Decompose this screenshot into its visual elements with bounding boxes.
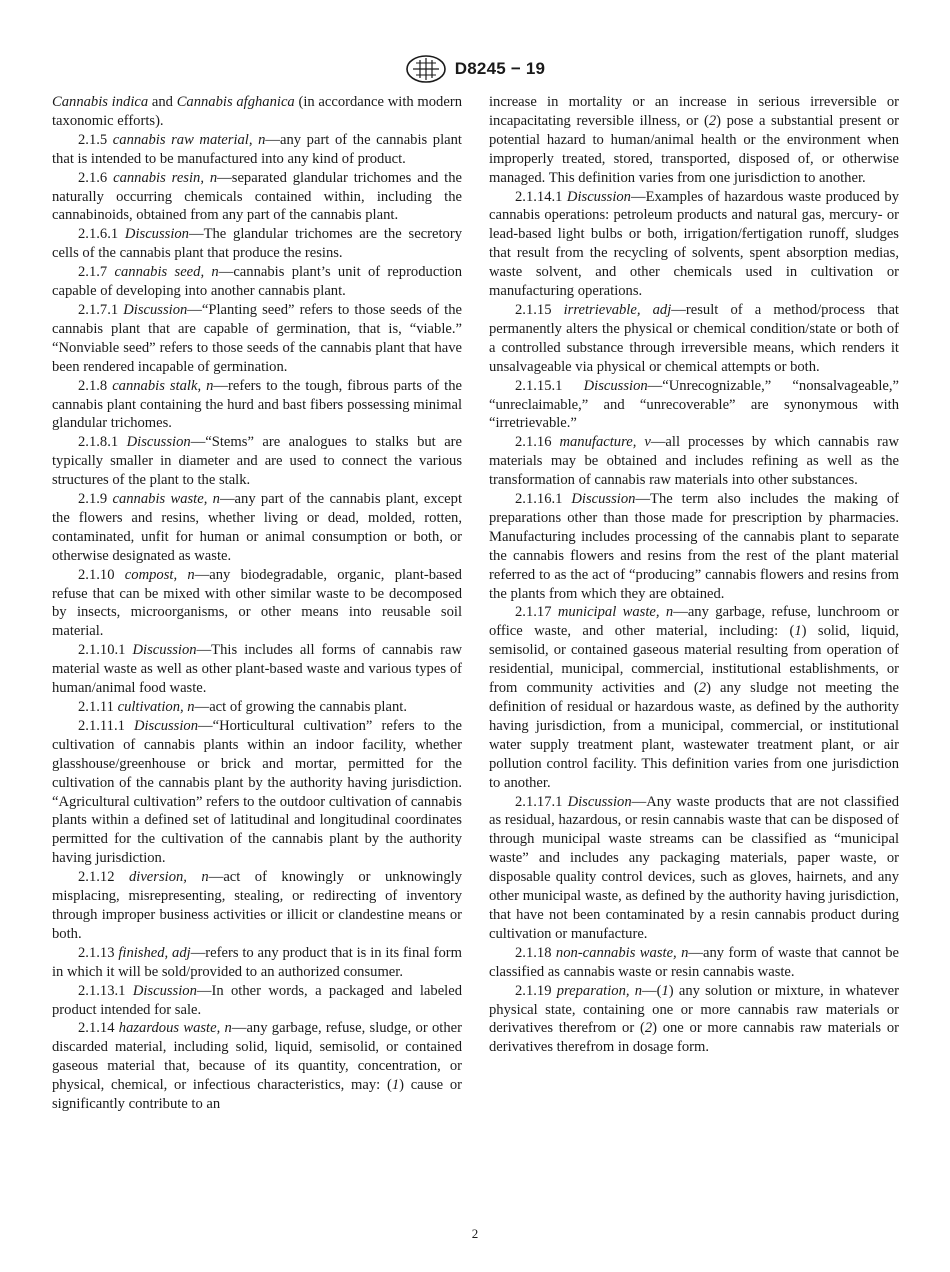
body-text: 2.1.13.1 [78, 982, 133, 999]
body-text: —any garbage, refuse, lunchroom or office waste, and other material, including: ( [489, 604, 899, 640]
body-text: —any form of waste that cannot be classified as cannabis waste or resin cannabis waste. [489, 944, 899, 980]
body-text: 2.1.6 [78, 169, 114, 186]
definition-paragraph [489, 188, 899, 301]
body-text: —cannabis plant’s unit of reproduction capable of developing into another cannabis plant. [52, 264, 462, 300]
term-text: 1 [391, 1077, 400, 1094]
definition-paragraph [489, 433, 899, 490]
body-text: —any garbage, refuse, sludge, or other discarded material, including solid, liquid, semisolid, or contained gaseous material that, because of its quantity, concentration, or physical, chemical, or infectious characteristics, may: ( [52, 1020, 462, 1094]
page-number: 2 [471, 1226, 479, 1241]
term-text: Discussion [583, 377, 648, 394]
term-text: non-cannabis waste, n [555, 944, 689, 961]
astm-logo-icon [405, 54, 447, 84]
term-text: cannabis seed, n [114, 264, 219, 281]
body-text: ) any sludge not meeting the definition of residual or hazardous waste, as defined by the authority having jurisdiction, from a municipal, commercial, or institutional water supply treatment plant, wastewater treatment plant, or air pollution control facility. This definition varies from one jurisdiction to another. [489, 680, 899, 791]
body-text: 2.1.6.1 [78, 226, 125, 243]
body-text: 2.1.16.1 [515, 491, 572, 508]
definition-paragraph [52, 717, 462, 868]
body-text: —any biodegradable, organic, plant-based refuse that can be mixed with other similar waste to be decomposed by insects, microorganisms, or other means into reusable soil material. [52, 566, 462, 640]
definition-paragraph [52, 566, 462, 642]
body-text: —( [642, 982, 662, 999]
body-text: —In other words, a packaged and labeled product intended for sale. [52, 982, 462, 1018]
term-text: Discussion [132, 982, 197, 999]
body-text: —“Planting seed” refers to those seeds of the cannabis plant that are capable of germination, that is, “viable.” “Nonviable seed” refers to those seeds of the cannabis plant that have been rendered incapable of germination. [52, 301, 463, 375]
body-text: (in accordance with modern taxonomic efforts). [52, 94, 462, 129]
term-text: cannabis raw material, n [112, 131, 266, 148]
body-text: 2.1.18 [515, 944, 556, 961]
term-text: Discussion [132, 642, 197, 659]
definition-paragraph [52, 433, 462, 490]
term-text: Cannabis indica [52, 94, 149, 110]
body-text: 2.1.17.1 [515, 793, 568, 810]
body-text: 2.1.7 [78, 264, 115, 281]
definition-paragraph [52, 169, 462, 226]
term-text: diversion, n [128, 869, 209, 886]
body-text: —separated glandular trichomes and the naturally occurring chemicals contained within, including the cannabinoids, obtained from any part of the cannabis plant. [52, 169, 462, 224]
term-text: 2 [698, 680, 707, 697]
term-text: Discussion [571, 491, 636, 508]
body-text: —“Horticultural cultivation” refers to the cultivation of cannabis plants within an indoor facility, whether glasshouse/greenhouse or brick and mortar, permitted for the cultivation of the cannabis plant by the authority having jurisdiction. “Agricultural cultivation” refers to the outdoor cultivation of cannabis plants within a defined set of latitudinal and longitudinal coordinates permitted for the cultivation of the cannabis plant by the authority having jurisdiction. [52, 717, 462, 867]
definition-paragraph [52, 1019, 462, 1114]
definition-paragraph [52, 698, 462, 717]
definition-paragraph [52, 131, 462, 169]
body-text: —refers to any product that is in its final form in which it will be sold/provided to an authorized consumer. [52, 944, 462, 980]
term-text: cultivation, n [117, 699, 195, 715]
body-text: 2.1.10.1 [78, 642, 133, 659]
definition-paragraph [489, 793, 899, 944]
body-text: —act of knowingly or unknowingly misplacing, misrepresenting, stealing, or redirecting of inventory through improper business activities or illicit or clandestine means or both. [52, 869, 462, 942]
term-text: cannabis stalk, n [112, 377, 214, 394]
term-text: municipal waste, n [557, 604, 674, 621]
body-text: 2.1.10 [78, 566, 125, 583]
term-text: 2 [644, 1020, 653, 1037]
body-text: increase in mortality or an increase in serious irreversible or incapacitating reversible illness, or ( [489, 94, 899, 129]
body-text: 2.1.8.1 [78, 434, 127, 451]
body-text: —Examples of hazardous waste produced by cannabis operations: petroleum products and natural gas, mercury- or lead-based light bulbs or both, irrigation/fertigation runoff, sludges that result from the recycling of solvents, spent absorption medias, waste solvent, and other chemicals used in cultivation or manufacturing operations. [489, 188, 899, 300]
term-text: preparation, n [556, 982, 643, 999]
term-text: 2 [708, 112, 717, 129]
body-text: —all processes by which cannabis raw materials may be obtained and includes refining as well as the transformation of cannabis raw materials into other substances. [489, 434, 900, 489]
term-text: irretrievable, adj [563, 301, 672, 318]
definition-paragraph [52, 225, 462, 263]
definition-paragraph [52, 982, 462, 1020]
definition-paragraph [52, 377, 462, 434]
body-text: —The glandular trichomes are the secretory cells of the cannabis plant that produce the resins. [52, 226, 462, 262]
body-text: 2.1.16 [515, 434, 560, 451]
body-text: —Any waste products that are not classified as residual, hazardous, or resin cannabis waste that can be disposed of through municipal waste streams can be classified as “municipal waste” and includes any packaging materials, paper waste, or disposable quality control devices, such as gloves, hairnets, and any other municipal waste, as defined by the authority having jurisdiction, that have not been contaminated by a resin cannabis product during cultivation or manufacture. [489, 793, 900, 942]
term-text: cannabis waste, n [112, 491, 220, 508]
definition-paragraph [52, 490, 462, 566]
term-text: compost, n [124, 566, 195, 583]
definition-paragraph [52, 93, 462, 131]
definition-paragraph [489, 490, 899, 603]
body-text: 2.1.12 [78, 869, 129, 886]
body-text: 2.1.8 [78, 377, 113, 394]
body-text: and [148, 94, 177, 110]
definition-paragraph [52, 301, 462, 377]
body-text: 2.1.15 [515, 301, 564, 318]
term-text: finished, adj [118, 944, 191, 961]
body-text: 2.1.7.1 [78, 301, 124, 318]
definition-paragraph [489, 944, 899, 982]
term-text: 1 [794, 623, 802, 640]
body-text: —result of a method/process that permanently alters the physical or chemical condition/state or both of a controlled substance through irreversible means, which renders it unsalvageable via physical or chemical attempts or both. [489, 301, 899, 375]
term-text: Discussion [133, 717, 199, 734]
body-text: ) solid, liquid, semisolid, or contained gaseous material resulting from operation of residential, municipal, commercial, institutional establishments, or from community activities and ( [489, 623, 899, 697]
definition-paragraph [489, 377, 899, 434]
body-text: 2.1.14.1 [515, 188, 567, 205]
body-text: ) pose a substantial present or potential hazard to human/animal health or the environment when improperly treated, stored, transported, disposed of, or otherwise managed. This definition varies from one jurisdiction to another. [489, 112, 899, 186]
term-text: Discussion [123, 301, 188, 318]
term-text: cannabis resin, n [113, 169, 218, 186]
body-text: 2.1.11 [78, 699, 118, 715]
body-text: 2.1.15.1 [515, 377, 584, 394]
body-text: —“Stems” are analogues to stalks but are typically smaller in diameter and are used to connect the various structures of the plant to the stalk. [52, 434, 463, 489]
document-id: D8245 − 19 [454, 59, 546, 78]
body-text: —act of growing the cannabis plant. [194, 699, 407, 715]
body-text: —any part of the cannabis plant that is intended to be manufactured into any kind of product. [52, 131, 462, 167]
body-text: ) cause or significantly contribute to an [52, 1077, 462, 1113]
term-text: hazardous waste, n [118, 1020, 232, 1037]
right-column [489, 93, 899, 1057]
definition-paragraph [489, 93, 899, 188]
body-text: —refers to the tough, fibrous parts of the cannabis plant containing the hurd and bast fibers possessing minimal glandular trichomes. [52, 377, 462, 432]
definition-paragraph [489, 982, 899, 1058]
term-text: Cannabis afghanica [176, 94, 295, 110]
body-text: —any part of the cannabis plant, except the flowers and resins, whether living or dead, molded, rotten, contaminated, unfit for human or animal consumption or both, or otherwise designated as waste. [52, 491, 462, 564]
body-text: 2.1.14 [78, 1020, 119, 1037]
page-header [0, 52, 950, 86]
body-text: —“Unrecognizable,” “nonsalvageable,” “unreclaimable,” and “unrecoverable” are synonymous with “irretrievable.” [489, 377, 899, 432]
body-text: ) one or more cannabis raw materials or derivatives therefrom in dosage form. [489, 1020, 899, 1056]
body-text: 2.1.5 [78, 131, 113, 148]
body-text: 2.1.17 [515, 604, 558, 621]
body-text: 2.1.19 [515, 982, 557, 999]
body-text: 2.1.11.1 [78, 717, 134, 734]
term-text: manufacture, v [559, 434, 651, 451]
body-text: 2.1.9 [78, 491, 113, 508]
body-text: 2.1.13 [78, 944, 119, 961]
term-text: Discussion [126, 434, 191, 451]
term-text: Discussion [567, 793, 632, 810]
body-text: —The term also includes the making of preparations other than those made for prescription by pharmacies. Manufacturing includes processing of the cannabis plant to separate the cannabis flowers and resins from the rest of the plant material referred to as the act of “producing” cannabis flowers and resins from the plants from which they are obtained. [489, 491, 899, 602]
body-text: ) any solution or mixture, in whatever physical state, containing one or more cannabis raw materials or derivatives therefrom or ( [489, 982, 899, 1037]
term-text: 1 [661, 982, 669, 999]
term-text: Discussion [566, 188, 631, 205]
definition-paragraph [52, 641, 462, 698]
definition-paragraph [489, 603, 899, 792]
definition-paragraph [52, 944, 462, 982]
term-text: Discussion [124, 226, 189, 243]
body-text: —This includes all forms of cannabis raw material waste as well as other plant-based waste and various types of human/animal food waste. [52, 642, 462, 697]
definition-paragraph [489, 301, 899, 377]
definition-paragraph [52, 263, 462, 301]
definition-paragraph [52, 868, 462, 944]
left-column [52, 93, 462, 1114]
